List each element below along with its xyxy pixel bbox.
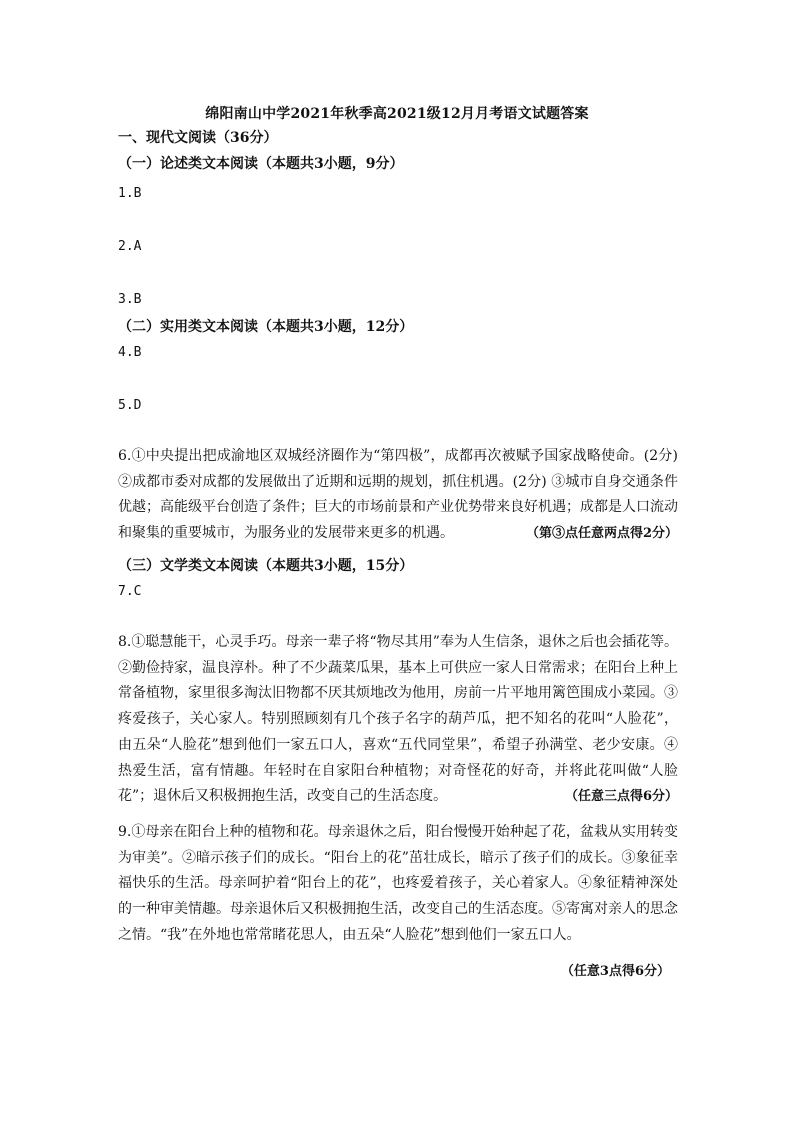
answer-4: 4.B <box>118 345 142 360</box>
part1-heading: （一）论述类文本阅读（本题共3小题，9分） <box>118 156 404 172</box>
answer-3: 3.B <box>118 292 142 307</box>
answer-6 <box>118 444 678 547</box>
answer-8-text: 8.①聪慧能干，心灵手巧。母亲一辈子将“物尽其用”奉为人生信条，退休之后也会插花等。②勤俭持家，温良淳朴。种了不少蔬菜瓜果，基本上可供应一家人日常需求；在阳台上种上常备植物，家里很多淘汰旧物都不厌其烦地改为他用，房前一片平地用篱笆围成小菜园。③疼爱孩子，关心家人。特别照顾刻有几个孩子名字的葫芦瓜，把不知名的花叫“人脸花”，由五朵“人脸花”想到他们一家五口人，喜欢“五代同堂果”，希望子孙满堂、老少安康。④热爱生活，富有情趣。年轻时在自家阳台种植物；对奇怪花的好奇，并将此花叫做“人脸花”；退休后又积极拥抱生活，改变自己的生活态度。 <box>118 634 678 805</box>
answer-1: 1.B <box>118 186 142 201</box>
answer-8 <box>118 630 678 810</box>
answer-6-scoring-note: （第③点任意两点得2分） <box>525 526 678 542</box>
answer-8-scoring-note: （任意三点得6分） <box>564 789 678 805</box>
part3-heading: （三）文学类文本阅读（本题共3小题，15分） <box>118 558 414 574</box>
part2-heading: （二）实用类文本阅读（本题共3小题，12分） <box>118 319 414 335</box>
answer-9-text: 9.①母亲在阳台上种的植物和花。母亲退休之后，阳台慢慢开始种起了花，盆栽从实用转变为审美”。②暗示孩子们的成长。“阳台上的花”茁壮成长，暗示了孩子们的成长。③象征幸福快乐的生活。母亲呵护着“阳台上的花”，也疼爱着孩子，关心着家人。④象征精神深处的一种审美情趣。母亲退休后又积极拥抱生活，改变自己的生活态度。⑤寄寓对亲人的思念之情。“我”在外地也常常睹花思人，由五朵“人脸花”想到他们一家五口人。 <box>118 824 678 943</box>
answer-2: 2.A <box>118 239 142 254</box>
answer-7: 7.C <box>118 584 142 599</box>
answer-9 <box>118 820 678 949</box>
document-title: 绵阳南山中学2021年秋季高2021级12月月考语文试题答案 <box>205 106 589 122</box>
answer-9-scoring-note: （任意3点得6分） <box>560 964 670 979</box>
section-heading: 一、现代文阅读（36分） <box>118 130 278 146</box>
answer-5: 5.D <box>118 398 142 413</box>
answer-6-text: 6.①中央提出把成渝地区双城经济圈作为“第四极”，成都再次被赋予国家战略使命。(2分) ②成都市委对成都的发展做出了近期和远期的规划，抓住机遇。(2分) ③城市自身交通条件优越；高能级平台创造了条件；巨大的市场前景和产业优势带来良好机遇；成都是人口流动和聚集的重要城市，为服务业的发展带来更多的机遇。 <box>118 448 678 542</box>
